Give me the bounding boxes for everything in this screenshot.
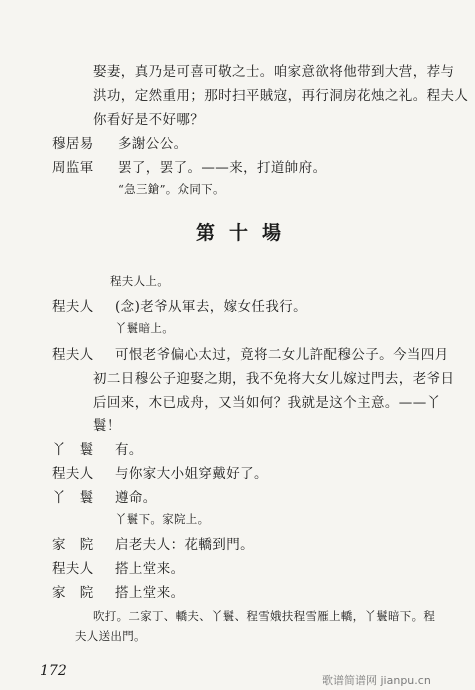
text-line: 你看好是不好哪？	[93, 112, 205, 128]
stage-direction: 丫鬟下。家院上。	[115, 512, 210, 526]
dialogue-text: 搭上堂来。	[115, 585, 185, 601]
dialogue-text: 可恨老爷偏心太过，竟将二女儿許配穆公子。今当四月	[115, 347, 449, 363]
watermark: 歌谱简谱网 jianpu.cn	[322, 674, 431, 687]
stage-direction: 程夫人上。	[110, 274, 169, 288]
stage-direction: “急三鎗”。众同下。	[118, 182, 225, 196]
stage-direction: 丫鬟暗上。	[115, 321, 174, 335]
dialogue-text: 启老夫人：花轎到門。	[115, 537, 254, 553]
speaker-label: 丫 鬟	[52, 490, 94, 506]
dialogue-text: 多謝公公。	[118, 136, 188, 152]
speaker-label: 家 院	[52, 537, 94, 553]
text-line: 娶妻，真乃是可喜可敬之士。咱家意欲将他带到大营，荐与	[93, 64, 455, 80]
dialogue-text: 与你家大小姐穿戴好了。	[115, 466, 268, 482]
page-number: 172	[40, 663, 67, 679]
stage-direction: 吹打。二家丁、轎夫、丫鬟、程雪娥扶程雪雁上轎，丫鬟暗下。程	[93, 609, 436, 623]
speaker-label: 程夫人	[52, 466, 94, 482]
speaker-label: 周监軍	[52, 160, 94, 176]
dialogue-text: 遵命。	[115, 490, 157, 506]
speaker-label: 家 院	[52, 585, 94, 601]
scene-title: 第十場	[196, 222, 296, 244]
dialogue-text: 罢了，罢了。——来，打道帥府。	[118, 160, 327, 176]
dialogue-text: 鬟！	[93, 418, 121, 434]
text-line: 洪功，定然重用；那时扫平賊寇，再行洞房花烛之礼。程夫人	[93, 88, 469, 104]
dialogue-text: 后回来，木已成舟，又当如何？我就是这个主意。——丫	[93, 395, 441, 411]
dialogue-text: 有。	[115, 442, 143, 458]
dialogue-text: (念)老爷从軍去，嫁女任我行。	[115, 299, 308, 315]
speaker-label: 丫 鬟	[52, 442, 94, 458]
speaker-label: 程夫人	[52, 561, 94, 577]
speaker-label: 程夫人	[52, 299, 94, 315]
stage-direction: 夫人送出門。	[75, 629, 146, 643]
speaker-label: 穆居易	[52, 136, 94, 152]
dialogue-text: 初二日穆公子迎娶之期，我不免将大女儿嫁过門去，老爷日	[93, 371, 455, 387]
dialogue-text: 搭上堂来。	[115, 561, 185, 577]
speaker-label: 程夫人	[52, 347, 94, 363]
